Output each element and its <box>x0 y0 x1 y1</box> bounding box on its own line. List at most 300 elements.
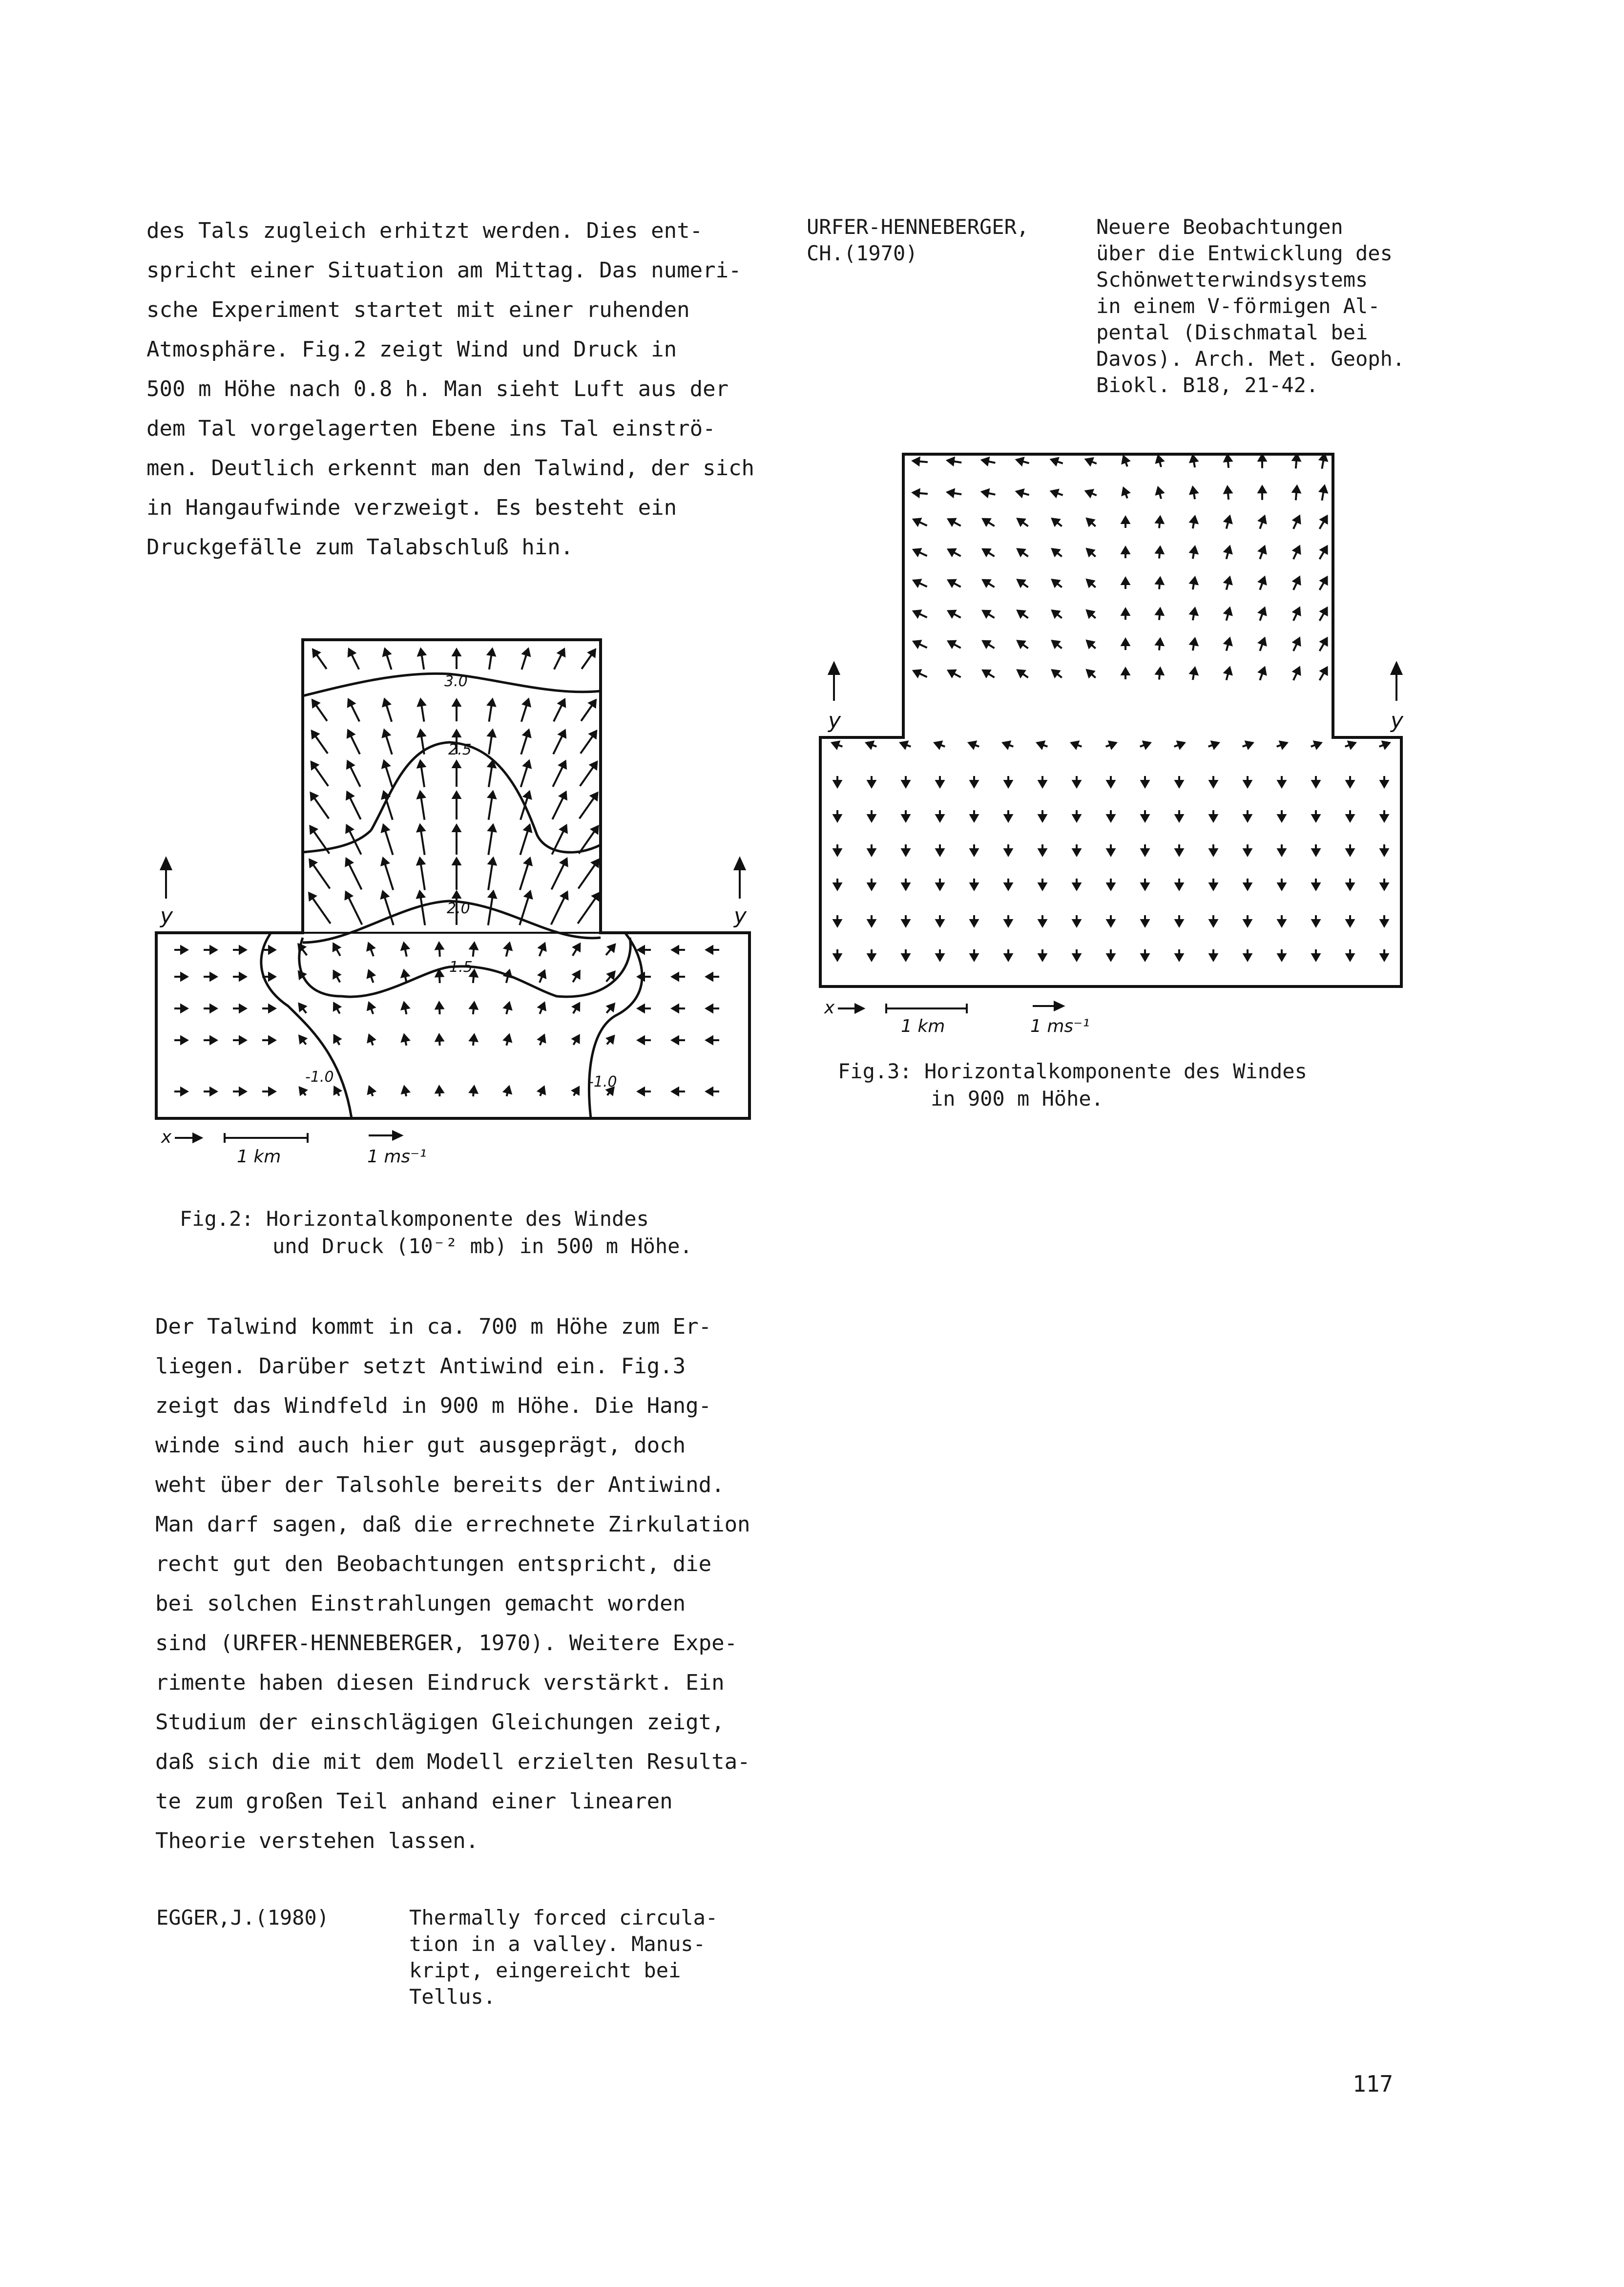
isobar-label: 2.0 <box>447 900 470 917</box>
wind-vector-head <box>1225 638 1232 645</box>
wind-vector-head <box>1381 815 1388 821</box>
wind-vector-head <box>505 970 512 977</box>
wind-vector-head <box>504 1035 511 1041</box>
wind-vector-head <box>1278 883 1285 889</box>
wind-vector-head <box>1142 883 1148 889</box>
wind-vector-head <box>1347 954 1353 960</box>
wind-vector-head <box>867 742 874 748</box>
wind-vector-head <box>573 1088 579 1094</box>
wind-vector-head <box>593 893 599 900</box>
wind-vector-head <box>1156 639 1163 645</box>
wind-vector-head <box>937 954 943 960</box>
wind-vector-head <box>347 792 353 799</box>
wind-vector-head <box>560 761 566 768</box>
wind-vector-head <box>1278 954 1285 960</box>
wind-vector-head <box>1210 954 1217 960</box>
wind-vector-head <box>418 761 425 767</box>
wind-vector-head <box>1051 490 1058 496</box>
wind-vector-head <box>1142 849 1148 855</box>
wind-vector-head <box>1122 578 1129 584</box>
wind-vector-head <box>382 859 388 865</box>
wind-vector-head <box>902 815 909 821</box>
wind-vector-head <box>313 650 319 656</box>
wind-vector-head <box>240 973 246 980</box>
wind-vector-head <box>240 946 246 953</box>
wind-vector-head <box>453 761 460 767</box>
wind-vector-head <box>1321 608 1327 615</box>
text-line: zeigt das Windfeld in 900 m Höhe. Die Hang- <box>155 1393 712 1418</box>
wind-vector-head <box>1142 954 1148 960</box>
wind-vector-head <box>1156 668 1163 674</box>
wind-vector-head <box>348 731 354 737</box>
wind-vector-head <box>562 892 568 899</box>
wind-vector-head <box>312 731 318 738</box>
wind-vector-head <box>638 973 644 980</box>
wind-vector-head <box>913 490 919 497</box>
wind-vector-head <box>1144 742 1150 748</box>
wind-vector-head <box>589 700 596 707</box>
wind-vector-head <box>470 1003 477 1009</box>
wind-vector-head <box>1107 849 1114 855</box>
wind-vector-head <box>1246 742 1253 748</box>
wind-vector-head <box>1349 742 1355 748</box>
fig3-outline <box>820 454 1401 986</box>
wind-vector-head <box>1018 641 1024 648</box>
isobar-label: -1.0 <box>305 1069 334 1086</box>
reference-text-line: Davos). Arch. Met. Geoph. <box>1096 347 1405 371</box>
wind-vector-head <box>559 700 565 707</box>
y-axis-label: y <box>828 708 841 733</box>
isobar-label: -1.0 <box>588 1073 617 1091</box>
wind-vector-head <box>269 973 275 980</box>
wind-vector-head <box>523 649 529 656</box>
wind-vector-head <box>1176 849 1183 855</box>
wind-vector-head <box>1156 547 1163 553</box>
wind-vector-head <box>672 973 678 980</box>
wind-vector-head <box>1293 486 1300 493</box>
wind-vector-head <box>935 742 942 748</box>
wind-vector-head <box>1190 456 1197 462</box>
wind-vector-head <box>638 946 644 953</box>
wind-vector-head <box>834 849 841 855</box>
wind-vector-head <box>1212 742 1219 748</box>
wind-vector-head <box>181 1088 187 1095</box>
wind-vector-head <box>417 825 424 831</box>
wind-vector-head <box>1312 815 1319 821</box>
wind-vector-head <box>971 920 978 926</box>
wind-vector-head <box>901 742 908 748</box>
wind-vector-head <box>1259 638 1266 645</box>
wind-vector-head <box>489 825 496 831</box>
wind-vector-head <box>417 891 424 898</box>
wind-vector-head <box>523 699 530 706</box>
wind-vector-head <box>1259 668 1266 674</box>
reference-text-line: Tellus. <box>409 1985 496 2009</box>
wind-vector-head <box>1142 920 1148 926</box>
wind-vector-head <box>573 1004 579 1010</box>
wind-vector-head <box>1225 546 1232 553</box>
wind-vector-head <box>591 793 598 800</box>
wind-vector-head <box>707 1005 712 1012</box>
wind-vector-head <box>1210 815 1217 821</box>
wind-vector-head <box>948 671 955 676</box>
scale-velocity: 1 ms⁻¹ <box>367 1147 427 1167</box>
text-line: sche Experiment startet mit einer ruhenden <box>146 297 690 322</box>
wind-vector-head <box>1210 781 1217 787</box>
wind-vector-head <box>1278 849 1285 855</box>
wind-vector-head <box>210 1037 216 1044</box>
wind-vector-head <box>524 792 531 798</box>
wind-vector-head <box>1190 578 1197 584</box>
wind-vector-head <box>453 825 460 831</box>
wind-vector-head <box>937 781 943 787</box>
wind-vector-head <box>1038 742 1044 748</box>
wind-vector-head <box>453 792 460 798</box>
wind-vector-head <box>1039 920 1046 926</box>
wind-vector-head <box>1321 638 1327 645</box>
wind-vector-head <box>591 762 597 769</box>
wind-vector-head <box>1142 815 1148 821</box>
wind-vector-head <box>1190 547 1197 553</box>
wind-vector-head <box>1312 954 1319 960</box>
wind-vector-head <box>489 891 496 898</box>
reference-text-line: Biokl. B18, 21-42. <box>1096 373 1319 397</box>
wind-vector-head <box>1259 577 1266 584</box>
text-line: winde sind auch hier gut ausgeprägt, doch <box>155 1433 686 1458</box>
figure-2-wind-pressure-diagram <box>146 625 781 1187</box>
wind-vector-head <box>382 825 388 832</box>
wind-vector-head <box>1278 815 1285 821</box>
wind-vector-head <box>1039 883 1046 889</box>
wind-vector-head <box>902 883 909 889</box>
fig3-y-axis-right <box>1390 663 1404 733</box>
wind-vector-head <box>333 944 339 951</box>
wind-vector-head <box>470 1087 477 1093</box>
wind-vector-head <box>1225 455 1231 462</box>
wind-vector-head <box>1176 883 1183 889</box>
wind-vector-head <box>982 458 989 465</box>
wind-vector-head <box>525 859 531 865</box>
wind-vector-head <box>1156 456 1163 462</box>
wind-vector-head <box>383 730 389 737</box>
wind-vector-head <box>1107 781 1114 787</box>
wind-vector-head <box>1018 611 1024 617</box>
text-line: te zum großen Teil anhand einer linearen <box>155 1789 673 1814</box>
wind-vector-head <box>983 611 990 617</box>
wind-vector-head <box>1039 954 1046 960</box>
wind-vector-head <box>1321 546 1327 553</box>
fig2-scale-bar <box>161 1127 427 1167</box>
wind-vector-head <box>902 954 909 960</box>
wind-vector-head <box>868 920 875 926</box>
wind-vector-head <box>453 892 460 898</box>
wind-vector-head <box>1321 577 1327 584</box>
wind-vector-head <box>418 730 425 736</box>
text-line: Man darf sagen, daß die errechnete Zirkulation <box>155 1512 750 1537</box>
wind-vector-head <box>505 943 512 949</box>
wind-vector-head <box>269 1005 275 1012</box>
wind-vector-head <box>1122 669 1129 674</box>
x-axis-label: x <box>161 1127 172 1147</box>
wind-vector-head <box>1051 458 1058 464</box>
text-line: Theorie verstehen lassen. <box>155 1828 479 1853</box>
wind-vector-head <box>1321 668 1327 674</box>
wind-vector-head <box>971 954 978 960</box>
text-line: daß sich die mit dem Modell erzielten Resulta- <box>155 1749 750 1774</box>
wind-vector-head <box>1259 455 1266 461</box>
wind-vector-head <box>1381 849 1388 855</box>
wind-vector-head <box>346 825 353 832</box>
text-line: recht gut den Beobachtungen entspricht, die <box>155 1552 712 1576</box>
wind-vector-head <box>1244 781 1251 787</box>
wind-vector-head <box>1347 920 1353 926</box>
wind-vector-head <box>1123 488 1129 495</box>
wind-vector-head <box>574 971 580 978</box>
wind-vector-head <box>937 849 943 855</box>
wind-vector-head <box>971 849 978 855</box>
wind-vector-head <box>638 1088 644 1095</box>
wind-vector-head <box>672 946 678 953</box>
wind-vector-head <box>1005 954 1012 960</box>
wind-vector-head <box>436 1035 443 1041</box>
wind-vector-head <box>638 1005 644 1012</box>
wind-vector-head <box>983 549 990 555</box>
wind-vector-head <box>1017 458 1023 465</box>
fig3-y-axis-left <box>827 663 841 733</box>
wind-vector-head <box>1190 517 1197 523</box>
wind-vector-head <box>418 792 425 798</box>
wind-vector-head <box>504 1003 511 1009</box>
wind-vector-head <box>1039 815 1046 821</box>
wind-vector-head <box>488 649 495 655</box>
wind-vector-head <box>418 699 425 706</box>
wind-vector-head <box>333 971 339 978</box>
wind-vector-head <box>1294 516 1300 523</box>
wind-vector-head <box>1225 668 1232 674</box>
wind-vector-head <box>346 859 353 866</box>
wind-vector-head <box>348 700 354 707</box>
wind-vector-head <box>1225 516 1232 523</box>
wind-vector-head <box>311 793 317 800</box>
wind-vector-head <box>1244 883 1251 889</box>
wind-vector-head <box>240 1037 246 1044</box>
text-line: Atmosphäre. Fig.2 zeigt Wind und Druck in <box>146 337 677 362</box>
wind-vector-head <box>210 946 216 953</box>
wind-vector-head <box>1347 815 1353 821</box>
wind-vector-head <box>368 1035 375 1042</box>
text-line: bei solchen Einstrahlungen gemacht worden <box>155 1591 686 1616</box>
wind-vector-head <box>368 1003 374 1010</box>
wind-vector-head <box>1107 883 1114 889</box>
wind-vector-head <box>948 580 955 586</box>
wind-vector-head <box>914 580 920 586</box>
wind-vector-head <box>948 611 955 617</box>
wind-vector-head <box>1073 954 1080 960</box>
wind-vector-head <box>983 641 990 647</box>
wind-vector-head <box>914 670 920 676</box>
wind-vector-head <box>707 946 712 953</box>
wind-vector-head <box>368 1087 375 1094</box>
caption-line: Fig.3: Horizontalkomponente des Windes <box>838 1059 1307 1083</box>
wind-vector-head <box>1347 849 1353 855</box>
wind-vector-head <box>269 1037 275 1044</box>
wind-vector-head <box>868 954 875 960</box>
wind-vector-head <box>334 1035 340 1042</box>
text-line: Druckgefälle zum Talabschluß hin. <box>146 535 574 560</box>
reference-text-line: in einem V-förmigen Al- <box>1096 294 1380 318</box>
fig3-scale-bar <box>824 998 1090 1036</box>
figure-3-wind-diagram <box>825 440 1460 1055</box>
wind-vector-head <box>948 490 954 497</box>
reference-text-line: Thermally forced circula- <box>409 1906 718 1930</box>
wind-vector-head <box>402 943 409 949</box>
wind-vector-head <box>707 1088 712 1095</box>
caption-line: und Druck (10⁻² mb) in 500 m Höhe. <box>272 1234 692 1258</box>
reference-author: CH.(1970) <box>807 241 918 265</box>
wind-vector-head <box>488 699 495 706</box>
wind-vector-head <box>383 761 389 768</box>
reference-text-line: pental (Dischmatal bei <box>1096 320 1368 344</box>
text-line: in Hangaufwinde verzweigt. Es besteht ein <box>146 495 677 520</box>
wind-vector-head <box>1176 781 1183 787</box>
wind-vector-head <box>834 954 841 960</box>
wind-vector-head <box>181 946 187 953</box>
wind-vector-head <box>1005 849 1012 855</box>
wind-vector-head <box>1156 578 1163 584</box>
wind-vector-head <box>1259 546 1266 553</box>
wind-vector-head <box>1190 639 1197 645</box>
wind-vector-head <box>1109 742 1116 748</box>
text-line: des Tals zugleich erhitzt werden. Dies ent- <box>146 218 703 243</box>
wind-vector-head <box>436 943 443 949</box>
wind-vector-head <box>346 892 352 899</box>
wind-vector-head <box>1259 608 1266 615</box>
reference-text-line: über die Entwicklung des <box>1096 241 1393 265</box>
reference-text-line: Schönwetterwindsystems <box>1096 268 1368 292</box>
wind-vector-head <box>590 731 596 738</box>
wind-vector-head <box>1381 954 1388 960</box>
wind-vector-head <box>524 761 530 768</box>
wind-vector-head <box>489 858 496 864</box>
reference-author: EGGER,J.(1980) <box>156 1906 330 1930</box>
wind-vector-head <box>1294 546 1300 553</box>
fig2-y-axis-right <box>733 859 747 928</box>
x-axis-label: x <box>824 998 835 1018</box>
wind-vector-head <box>971 883 978 889</box>
wind-vector-head <box>1244 920 1251 926</box>
wind-vector-head <box>1073 781 1080 787</box>
wind-vector-head <box>402 1003 409 1009</box>
wind-vector-head <box>1321 516 1327 523</box>
wind-vector-head <box>1312 781 1319 787</box>
wind-vector-head <box>1176 920 1183 926</box>
wind-vector-head <box>312 762 318 769</box>
wind-vector-head <box>902 920 909 926</box>
wind-vector-head <box>470 1035 477 1041</box>
wind-vector-head <box>868 781 875 787</box>
wind-vector-head <box>453 731 460 736</box>
wind-vector-head <box>1244 849 1251 855</box>
wind-vector-head <box>402 1035 409 1041</box>
wind-vector-head <box>1190 608 1197 615</box>
wind-vector-head <box>1225 577 1232 584</box>
fig2-wind-vectors <box>174 649 719 1096</box>
isobar-label: 3.0 <box>444 673 468 690</box>
y-axis-label: y <box>1391 708 1404 733</box>
wind-vector-head <box>310 860 316 867</box>
wind-vector-head <box>983 671 990 676</box>
wind-vector-head <box>1320 486 1327 492</box>
wind-vector-head <box>1347 781 1353 787</box>
wind-vector-head <box>1312 920 1319 926</box>
text-line: 500 m Höhe nach 0.8 h. Man sieht Luft aus der <box>146 377 729 401</box>
wind-vector-head <box>948 549 955 555</box>
wind-vector-head <box>1381 883 1388 889</box>
wind-vector-head <box>638 1037 644 1044</box>
wind-vector-head <box>1018 671 1024 677</box>
wind-vector-head <box>402 1087 409 1093</box>
wind-vector-head <box>1122 517 1129 523</box>
wind-vector-head <box>914 549 920 555</box>
wind-vector-head <box>1294 668 1300 674</box>
page-number: 117 <box>1353 2071 1394 2097</box>
wind-vector-head <box>1225 487 1231 493</box>
wind-vector-head <box>525 892 532 899</box>
wind-vector-head <box>1176 954 1183 960</box>
wind-vector-head <box>1018 549 1024 556</box>
wind-vector-head <box>868 883 875 889</box>
wind-vector-head <box>948 641 955 647</box>
wind-vector-head <box>1294 638 1300 645</box>
wind-vector-head <box>1005 883 1012 889</box>
wind-vector-head <box>181 1037 187 1044</box>
wind-vector-head <box>1210 849 1217 855</box>
reference-author: URFER-HENNEBERGER, <box>807 215 1029 239</box>
wind-vector-head <box>539 971 545 978</box>
wind-vector-head <box>383 699 390 706</box>
wind-vector-head <box>488 730 495 736</box>
wind-vector-head <box>561 825 567 832</box>
scale-velocity: 1 ms⁻¹ <box>1030 1016 1090 1036</box>
wind-vector-head <box>672 1037 678 1044</box>
wind-vector-head <box>181 1005 187 1012</box>
wind-vector-head <box>1312 883 1319 889</box>
wind-vector-head <box>417 858 424 864</box>
wind-vector-head <box>1086 490 1093 497</box>
wind-vector-head <box>1122 609 1129 615</box>
wind-vector-head <box>1122 547 1129 553</box>
wind-vector-head <box>334 1004 340 1010</box>
wind-vector-head <box>592 826 598 833</box>
wind-vector-head <box>672 1088 678 1095</box>
wind-vector-head <box>1073 815 1080 821</box>
wind-vector-head <box>1005 781 1012 787</box>
wind-vector-head <box>1294 608 1300 615</box>
wind-vector-head <box>240 1088 246 1095</box>
wind-vector-head <box>914 641 920 647</box>
wind-vector-head <box>1190 487 1197 494</box>
wind-vector-head <box>418 649 425 655</box>
text-line: rimente haben diesen Eindruck verstärkt. Ein <box>155 1670 725 1695</box>
wind-vector-head <box>937 815 943 821</box>
wind-vector-head <box>453 650 460 655</box>
wind-vector-head <box>937 920 943 926</box>
wind-vector-head <box>402 970 409 977</box>
wind-vector-head <box>210 973 216 980</box>
wind-vector-head <box>1122 639 1129 645</box>
wind-vector-head <box>937 883 943 889</box>
wind-vector-head <box>539 1003 545 1010</box>
